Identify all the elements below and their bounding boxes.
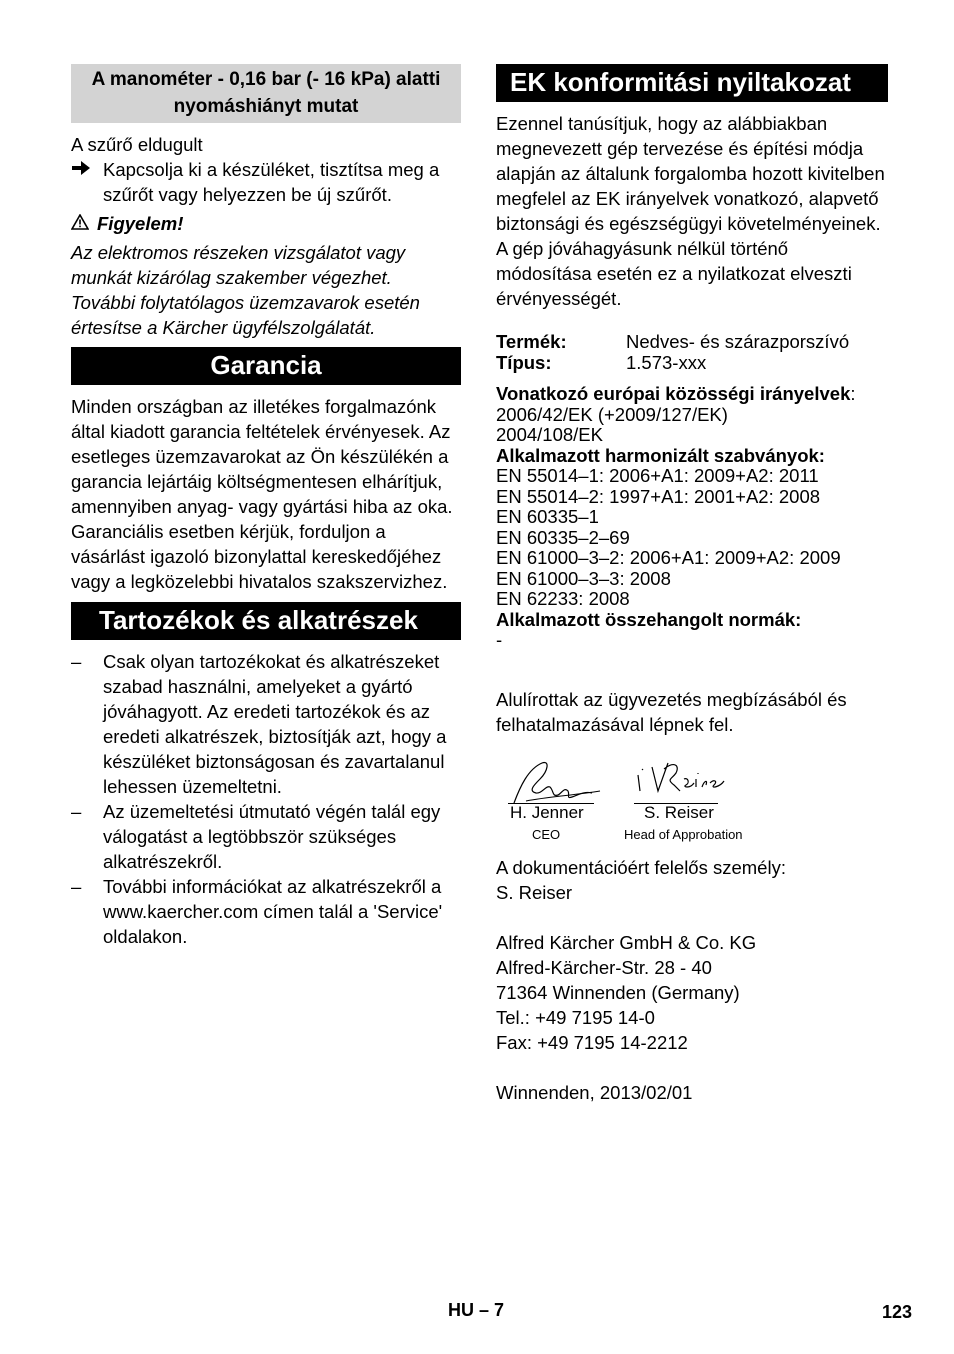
place-date: Winnenden, 2013/02/01	[496, 1081, 693, 1103]
doc-responsible-person: S. Reiser	[496, 881, 573, 903]
signature-reiser	[634, 757, 730, 797]
norms-value: -	[496, 629, 503, 650]
standard-item: EN 62233: 2008	[496, 588, 630, 609]
action-item	[71, 157, 461, 207]
left-column	[71, 64, 461, 949]
standard-item: EN 55014–1: 2006+A1: 2009+A2: 2011	[496, 465, 819, 486]
directives-label-row: Vonatkozó európai közösségi irányelvek:	[496, 383, 856, 404]
right-column	[496, 64, 888, 1105]
page-number: 123	[881, 1302, 912, 1322]
signer2-role: Head of Approbation	[624, 826, 743, 842]
standard-item: EN 61000–3–2: 2006+A1: 2009+A2: 2009	[496, 547, 841, 568]
accessories-heading: Tartozékok és alkatrészek	[71, 602, 461, 640]
signed-text: Alulírottak az ügyvezetés megbízásából és felhatalmazásával lépnek fel.	[496, 688, 847, 735]
dash-bullet: –	[71, 876, 82, 897]
warning-label-row	[71, 211, 461, 236]
signer1-role: CEO	[532, 826, 561, 842]
language-page-label: HU – 7	[448, 1300, 505, 1320]
address-line: Tel.: +49 7195 14-0	[496, 1006, 655, 1028]
signer2-name: S. Reiser	[644, 802, 714, 822]
standard-item: EN 60335–1	[496, 506, 599, 527]
directives-label: Vonatkozó európai közösségi irányelvek	[496, 383, 851, 404]
ec-declaration-heading: EK konformitási nyiltakozat	[496, 64, 888, 102]
arrow-right-icon	[71, 157, 95, 182]
warning-triangle-icon	[71, 211, 89, 236]
warning-label: Figyelem!	[97, 213, 184, 234]
standard-item: EN 55014–2: 1997+A1: 2001+A2: 2008	[496, 485, 821, 507]
type-value: 1.573-xxx	[626, 352, 707, 373]
directive-item: 2006/42/EK (+2009/127/EK)	[496, 403, 728, 425]
address-line: Fax: +49 7195 14-2212	[496, 1031, 688, 1053]
standards-label: Alkalmazott harmonizált szabványok:	[496, 444, 825, 466]
standard-item: EN 60335–2–69	[496, 526, 630, 548]
norms-label: Alkalmazott összehangolt normák:	[496, 608, 802, 630]
address-line: Alfred Kärcher GmbH & Co. KG	[496, 931, 757, 953]
signer1-name: H. Jenner	[510, 802, 584, 822]
type-label: Típus:	[496, 352, 552, 373]
guarantee-heading: Garancia	[71, 347, 461, 385]
product-label: Termék:	[496, 331, 567, 352]
signatures	[496, 757, 888, 841]
directive-item: 2004/108/EK	[496, 424, 603, 445]
dash-bullet: –	[71, 651, 82, 672]
company-address	[496, 930, 888, 1055]
signature-jenner	[506, 757, 606, 809]
doc-responsible-label: A dokumentációért felelős személy:	[496, 856, 786, 878]
manometer-heading: A manométer - 0,16 bar (- 16 kPa) alatti nyomáshiányt mutat	[71, 64, 461, 123]
product-value: Nedves- és szárazporszívó	[626, 331, 850, 352]
standard-item: EN 61000–3–3: 2008	[496, 567, 671, 589]
filter-clogged-text: A szűrő eldugult	[71, 134, 203, 155]
declaration-intro: Ezennel tanúsítjuk, hogy az alábbiakban megnevezett gép tervezése és építési módja alapján az általunk forgalomba hozott kivitelben megfelel az EK irányelvek vonatkozó, alapvető biztonsági és egészségügyi követelményeinek. A gép jóváhagyásunk nélkül történő módosítása esetén ez a nyilatkozat elveszti érvényességét.	[496, 113, 885, 309]
type-row	[496, 352, 888, 373]
product-row	[496, 331, 888, 352]
dash-bullet: –	[71, 801, 82, 822]
accessories-item: – További információkat az alkatrészekről a www.kaercher.com címen talál a 'Service' oldalakon.	[71, 876, 443, 947]
directives-block	[496, 384, 888, 651]
action-text: Kapcsolja ki a készüléket, tisztítsa meg a szűrőt vagy helyezzen be új szűrőt.	[103, 159, 440, 205]
guarantee-text: Minden országban az illetékes forgalmazónk által kiadott garancia feltételek érvényesek. Az esetleges üzemzavarokat az Ön készülékén a garancia lejártáig költségmentesen elhárítjuk, amennyiben anyag- vagy gyártási hiba az oka. Garanciális esetben kérjük, forduljon a vásárlást igazoló bizonylattal kereskedőjéhez vagy a legközelebbi hivatalos szakszervizhez.	[71, 396, 453, 592]
address-line: Alfred-Kärcher-Str. 28 - 40	[496, 956, 712, 978]
address-line: 71364 Winnenden (Germany)	[496, 981, 740, 1003]
accessories-item: – Az üzemeltetési útmutató végén talál egy válogatást a legtöbbször szükséges alkatrészekről.	[71, 801, 441, 872]
accessories-item: – Csak olyan tartozékokat és alkatrészeket szabad használni, amelyeket a gyártó jóváhagyott. Az eredeti tartozékok és az eredeti alkatrészek, biztosítják azt, hogy a készüléket biztonságosan és zavartalanul lehessen üzemeltetni.	[71, 651, 447, 797]
warning-text: Az elektromos részeken vizsgálatot vagy munkát kizárólag szakember végezhet. További folytatólagos üzemzavarok esetén értesítse a Kärcher ügyfélszolgálatát.	[71, 242, 420, 338]
